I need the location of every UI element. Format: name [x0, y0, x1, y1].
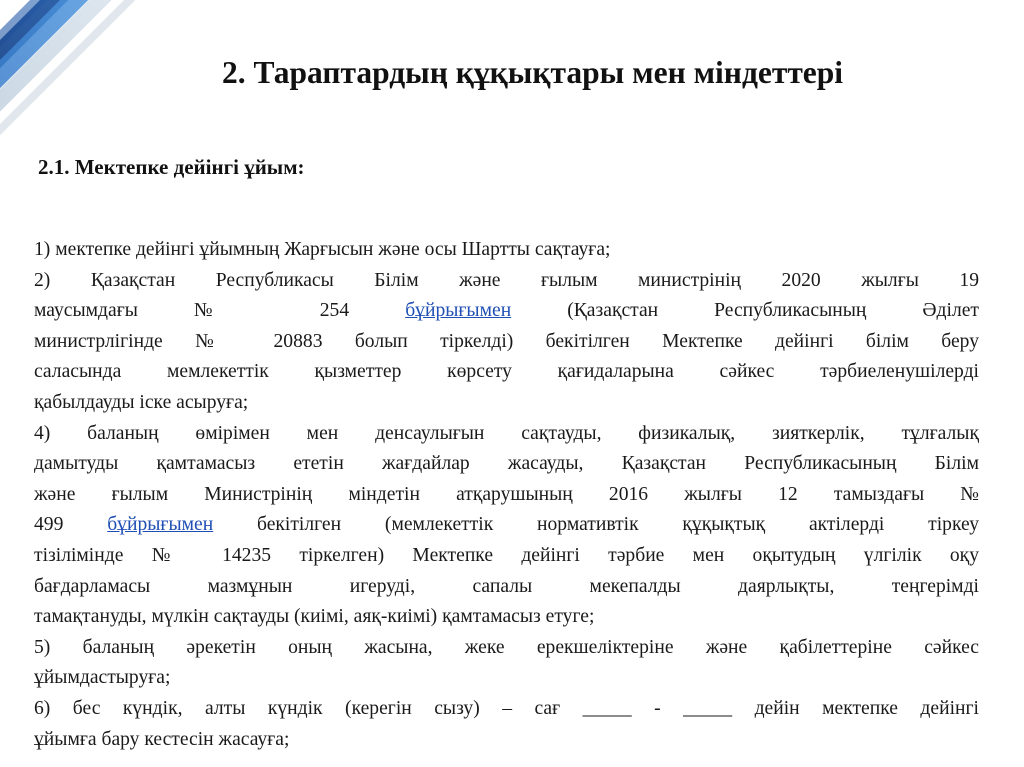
- body-text-segment: 4) баланың өмірімен мен денсаулығын сақтауды, физикалық, зияткерлік, тұлғалық: [34, 422, 979, 444]
- slide-title: 2. Тараптардың құқықтары мен міндеттері: [222, 55, 844, 90]
- body-text-segment: қабылдауды іске асыруға;: [34, 391, 249, 413]
- body-line: [34, 296, 979, 327]
- order-link[interactable]: бұйрығымен: [405, 300, 512, 322]
- body-line: [34, 694, 979, 725]
- body-text: [34, 235, 979, 755]
- body-text-segment: саласында мемлекеттік қызметтер көрсету қағидаларына сәйкес тәрбиеленушілерді: [34, 361, 979, 383]
- body-line: [34, 602, 979, 633]
- body-text-segment: бағдарламасы мазмұнын игеруді, сапалы мекепалды даярлықты, теңгерімді: [34, 575, 979, 597]
- body-text-segment: тамақтануды, мүлкін сақтауды (киімі, аяқ-киімі) қамтамасыз етуге;: [34, 606, 595, 628]
- body-line: [34, 266, 979, 297]
- body-text-segment: және ғылым Министрінің міндетін атқарушының 2016 жылғы 12 тамыздағы №: [34, 483, 979, 505]
- body-line: [34, 510, 979, 541]
- body-text-segment: 499: [34, 514, 108, 536]
- body-line: [34, 419, 979, 450]
- section-heading: 2.1. Мектепке дейінгі ұйым:: [38, 155, 305, 179]
- body-text-segment: министрлігінде № 20883 болып тіркелді) бекітілген Мектепке дейінгі білім беру: [34, 330, 979, 352]
- body-line: [34, 663, 979, 694]
- body-line: [34, 357, 979, 388]
- order-link[interactable]: бұйрығымен: [107, 514, 214, 536]
- body-text-segment: бекітілген (мемлекеттік нормативтік құқықтық актілерді тіркеу: [213, 514, 979, 536]
- body-line: [34, 541, 979, 572]
- body-text-segment: 5) баланың әрекетін оның жасына, жеке ерекшеліктеріне және қабілеттеріне сәйкес: [34, 636, 979, 658]
- body-line: [34, 327, 979, 358]
- body-line: [34, 572, 979, 603]
- body-line: [34, 725, 979, 756]
- body-line: [34, 235, 979, 266]
- body-text-segment: 2) Қазақстан Республикасы Білім және ғылым министрінің 2020 жылғы 19: [34, 269, 979, 291]
- body-line: [34, 449, 979, 480]
- body-text-segment: 1) мектепке дейінгі ұйымның Жарғысын және осы Шартты сақтауға;: [34, 239, 611, 260]
- body-line: [34, 480, 979, 511]
- body-text-segment: (Қазақстан Республикасының Әділет: [511, 300, 979, 322]
- corner-decoration: [0, 0, 240, 240]
- body-text-segment: ұйымдастыруға;: [34, 667, 171, 689]
- body-text-segment: маусымдағы № 254: [34, 300, 406, 322]
- body-text-segment: ұйымға бару кестесін жасауға;: [34, 728, 290, 750]
- body-text-segment: дамытуды қамтамасыз ететін жағдайлар жасауды, Қазақстан Республикасының Білім: [34, 453, 979, 475]
- body-line: [34, 633, 979, 664]
- body-text-segment: 6) бес күндік, алты күндік (керегін сызу) – сағ _____ - _____ дейін мектепке дейінгі: [34, 697, 979, 719]
- body-line: [34, 388, 979, 419]
- body-text-segment: тізілімінде № 14235 тіркелген) Мектепке дейінгі тәрбие мен оқытудың үлгілік оқу: [34, 544, 979, 566]
